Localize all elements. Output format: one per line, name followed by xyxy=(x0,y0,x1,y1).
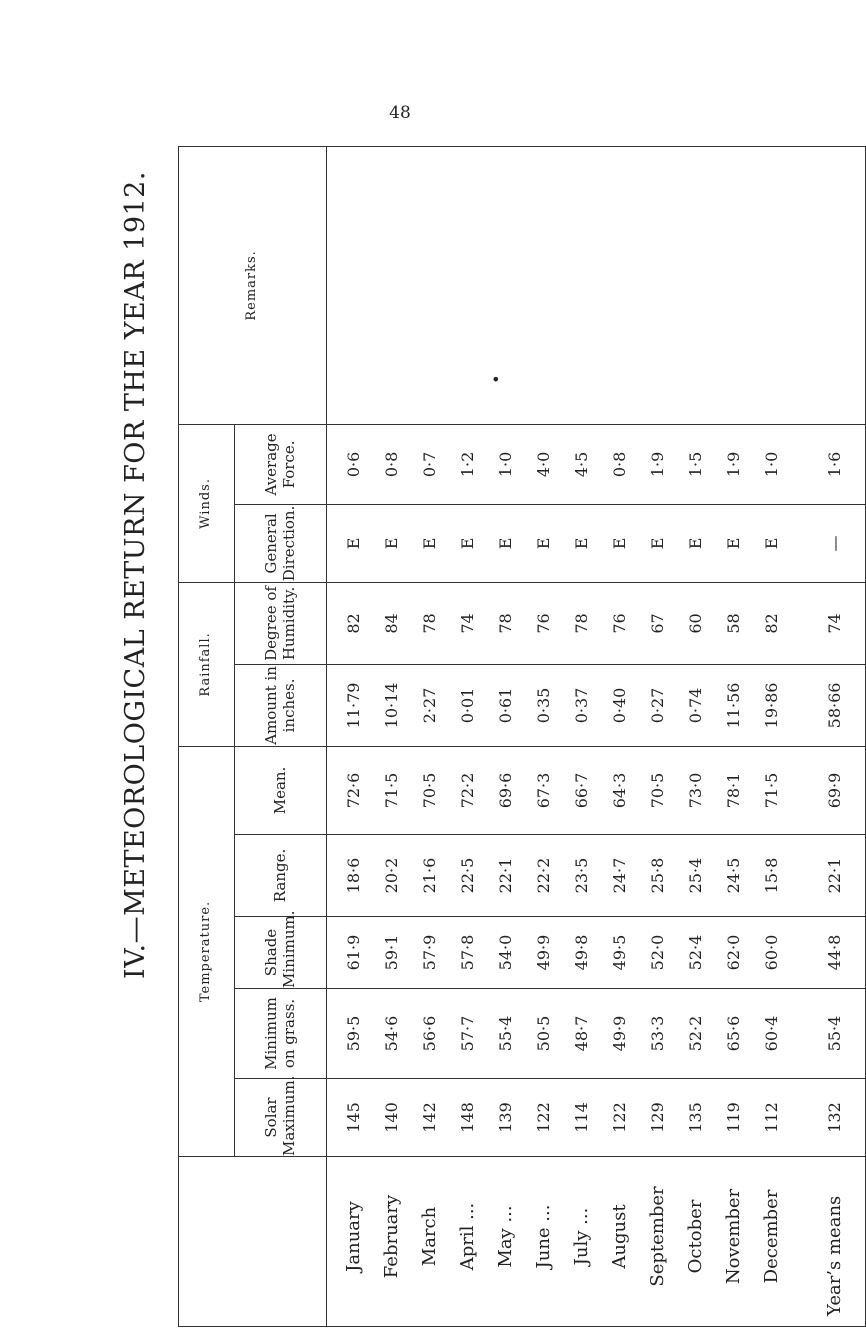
table-cell: 76 xyxy=(534,613,553,634)
table-cell: 21·6 xyxy=(420,857,439,894)
table-cell: 52·0 xyxy=(648,934,667,971)
table-cell: 78 xyxy=(420,613,439,634)
remarks-column xyxy=(327,146,866,424)
remarks-mark: • xyxy=(487,374,506,384)
table-cell: 71·5 xyxy=(762,772,781,809)
table-cell: 78·1 xyxy=(724,772,743,809)
table-cell: 49·9 xyxy=(534,934,553,971)
shade-min-values xyxy=(335,917,791,988)
mean-values xyxy=(335,747,791,834)
table-cell: December xyxy=(761,1189,782,1284)
table-cell: 0·37 xyxy=(572,687,591,724)
table-cell: E xyxy=(724,537,743,550)
col-shade-min: Shade Minimum. xyxy=(235,917,327,989)
table-cell: 112 xyxy=(762,1102,781,1133)
table-cell: 57·8 xyxy=(458,934,477,971)
table-cell: 0·8 xyxy=(610,451,629,478)
table-cell: E xyxy=(648,537,667,550)
table-cell: June ... xyxy=(533,1204,554,1269)
table-cell: E xyxy=(458,537,477,550)
col-force: Average Force. xyxy=(235,424,327,504)
table-cell: 59·5 xyxy=(344,1015,363,1052)
table-cell: 119 xyxy=(724,1102,743,1133)
table-cell: 72·2 xyxy=(458,772,477,809)
table-cell: 0·8 xyxy=(382,451,401,478)
table-cell: 84 xyxy=(382,613,401,634)
page-number: 48 xyxy=(389,103,411,123)
table-cell: 82 xyxy=(762,613,781,634)
humidity-mean: 74 xyxy=(825,613,844,634)
table-cell: E xyxy=(762,537,781,550)
table-cell: 52·2 xyxy=(686,1015,705,1052)
min-grass-values xyxy=(335,989,791,1078)
table-cell: 25·8 xyxy=(648,857,667,894)
solar-max-column xyxy=(327,1079,866,1157)
amount-column xyxy=(327,664,866,746)
table-cell: February xyxy=(381,1194,402,1279)
table-cell: 25·4 xyxy=(686,857,705,894)
table-cell: 135 xyxy=(686,1102,705,1133)
table-cell: 10·14 xyxy=(382,682,401,729)
table-cell: 70·5 xyxy=(420,772,439,809)
table-cell: 1·0 xyxy=(496,451,515,478)
range-values xyxy=(335,835,791,916)
force-mean: 1·6 xyxy=(825,451,844,478)
solar-max-values xyxy=(335,1079,791,1156)
table-cell: September xyxy=(647,1186,668,1287)
direction-column xyxy=(327,504,866,582)
table-cell: 22·1 xyxy=(496,857,515,894)
table-cell: 57·7 xyxy=(458,1015,477,1052)
mean-column xyxy=(327,746,866,834)
group-rainfall: Rainfall. xyxy=(179,582,235,746)
shade-min-mean: 44·8 xyxy=(825,934,844,971)
table-cell: 50·5 xyxy=(534,1015,553,1052)
range-column xyxy=(327,835,866,917)
document-title: IV.—METEOROLOGICAL RETURN FOR THE YEAR 1912. xyxy=(120,171,151,979)
table-cell: 0·40 xyxy=(610,687,629,724)
table-cell: 1·9 xyxy=(724,451,743,478)
table-cell: 61·9 xyxy=(344,934,363,971)
table-cell: 56·6 xyxy=(420,1015,439,1052)
group-temperature: Temperature. xyxy=(179,746,235,1156)
table-cell: 0·61 xyxy=(496,687,515,724)
humidity-column xyxy=(327,582,866,664)
table-cell: 82 xyxy=(344,613,363,634)
table-cell: 18·6 xyxy=(344,857,363,894)
table-cell: 11·79 xyxy=(344,682,363,729)
col-amount: Amount in inches. xyxy=(235,664,327,746)
table-cell: 72·6 xyxy=(344,772,363,809)
table-cell: 49·5 xyxy=(610,934,629,971)
table-cell: July ... xyxy=(571,1207,592,1266)
table-cell: 60·4 xyxy=(762,1015,781,1052)
table-cell: 1·0 xyxy=(762,451,781,478)
table-cell: 142 xyxy=(420,1102,439,1133)
table-cell: 0·01 xyxy=(458,687,477,724)
table-cell: 24·7 xyxy=(610,857,629,894)
table-cell: 67·3 xyxy=(534,772,553,809)
group-winds: Winds. xyxy=(179,424,235,582)
table-cell: 114 xyxy=(572,1102,591,1133)
table-cell: 48·7 xyxy=(572,1015,591,1052)
table-cell: 145 xyxy=(344,1102,363,1133)
table-cell: 62·0 xyxy=(724,934,743,971)
range-mean: 22·1 xyxy=(825,857,844,894)
group-remarks: Remarks. xyxy=(179,146,327,424)
table-cell: 78 xyxy=(496,613,515,634)
table-cell: 122 xyxy=(610,1102,629,1133)
table-cell: April ... xyxy=(457,1202,478,1271)
humidity-values xyxy=(335,583,791,664)
table-cell: 76 xyxy=(610,613,629,634)
table-cell: 69·6 xyxy=(496,772,515,809)
year-means-label: Year’s means xyxy=(824,1195,845,1316)
col-humidity: Degree of Humidity. xyxy=(235,582,327,664)
table-cell: 49·8 xyxy=(572,934,591,971)
table-cell: August xyxy=(609,1204,630,1269)
table-cell: 73·0 xyxy=(686,772,705,809)
col-direction: General Direction. xyxy=(235,504,327,582)
table-cell: 139 xyxy=(496,1102,515,1133)
force-values xyxy=(335,425,791,504)
table-cell: 22·5 xyxy=(458,857,477,894)
table-cell: 129 xyxy=(648,1102,667,1133)
table-cell: 1·5 xyxy=(686,451,705,478)
month-header-blank xyxy=(179,1157,327,1327)
shade-min-column xyxy=(327,917,866,989)
table-cell: E xyxy=(420,537,439,550)
table-cell: 66·7 xyxy=(572,772,591,809)
col-min-grass: Minimum on grass. xyxy=(235,989,327,1079)
col-mean: Mean. xyxy=(235,746,327,834)
table-cell: 60·0 xyxy=(762,934,781,971)
table-cell: E xyxy=(610,537,629,550)
table-cell: November xyxy=(723,1188,744,1285)
table-cell: 65·6 xyxy=(724,1015,743,1052)
table-cell: 1·9 xyxy=(648,451,667,478)
table-cell: 148 xyxy=(458,1102,477,1133)
table-cell: 52·4 xyxy=(686,934,705,971)
table-cell: E xyxy=(534,537,553,550)
direction-values xyxy=(335,505,791,582)
table-cell: 15·8 xyxy=(762,857,781,894)
table-cell: E xyxy=(344,537,363,550)
amount-values xyxy=(335,665,791,746)
table-cell: May ... xyxy=(495,1205,516,1268)
table-cell: 122 xyxy=(534,1102,553,1133)
mean-mean: 69·9 xyxy=(825,772,844,809)
table-cell: 53·3 xyxy=(648,1015,667,1052)
table-cell: 1·2 xyxy=(458,451,477,478)
table-cell: 0·74 xyxy=(686,687,705,724)
table-cell: 4·5 xyxy=(572,451,591,478)
table-cell: 4·0 xyxy=(534,451,553,478)
table-cell: 49·9 xyxy=(610,1015,629,1052)
table-cell: 0·27 xyxy=(648,687,667,724)
table-cell: 24·5 xyxy=(724,857,743,894)
table-cell: 78 xyxy=(572,613,591,634)
table-cell: E xyxy=(382,537,401,550)
table-cell: 58 xyxy=(724,613,743,634)
min-grass-column xyxy=(327,989,866,1079)
table-cell: 0·35 xyxy=(534,687,553,724)
table-cell: E xyxy=(572,537,591,550)
table-cell: 54·0 xyxy=(496,934,515,971)
month-items xyxy=(335,1157,791,1316)
table-cell: 54·6 xyxy=(382,1015,401,1052)
table-cell: 64·3 xyxy=(610,772,629,809)
col-solar-max: Solar Maximum. xyxy=(235,1079,327,1157)
table-cell: 19·86 xyxy=(762,682,781,729)
amount-mean: 58·66 xyxy=(825,682,844,729)
table-cell: 2·27 xyxy=(420,687,439,724)
table-cell: 22·2 xyxy=(534,857,553,894)
table-cell: 0·6 xyxy=(344,451,363,478)
table-cell: January xyxy=(343,1201,364,1272)
col-range: Range. xyxy=(235,835,327,917)
direction-mean: — xyxy=(825,535,844,552)
table-cell: 60 xyxy=(686,613,705,634)
table-cell: 70·5 xyxy=(648,772,667,809)
table-cell: 57·9 xyxy=(420,934,439,971)
table-cell: March xyxy=(419,1206,440,1267)
force-column xyxy=(327,424,866,504)
table-cell: E xyxy=(686,537,705,550)
table-cell: 74 xyxy=(458,613,477,634)
table-cell: 140 xyxy=(382,1102,401,1133)
meteorological-table xyxy=(178,147,845,1327)
table-cell: 71·5 xyxy=(382,772,401,809)
solar-max-mean: 132 xyxy=(825,1102,844,1133)
min-grass-mean: 55·4 xyxy=(825,1015,844,1052)
table-cell: 67 xyxy=(648,613,667,634)
table-cell: E xyxy=(496,537,515,550)
table-cell: 0·7 xyxy=(420,451,439,478)
table-cell: October xyxy=(685,1199,706,1274)
table-cell: 55·4 xyxy=(496,1015,515,1052)
table-cell: 11·56 xyxy=(724,682,743,729)
table-cell: 23·5 xyxy=(572,857,591,894)
month-list xyxy=(327,1157,866,1327)
table-cell: 20·2 xyxy=(382,857,401,894)
table-cell: 59·1 xyxy=(382,934,401,971)
